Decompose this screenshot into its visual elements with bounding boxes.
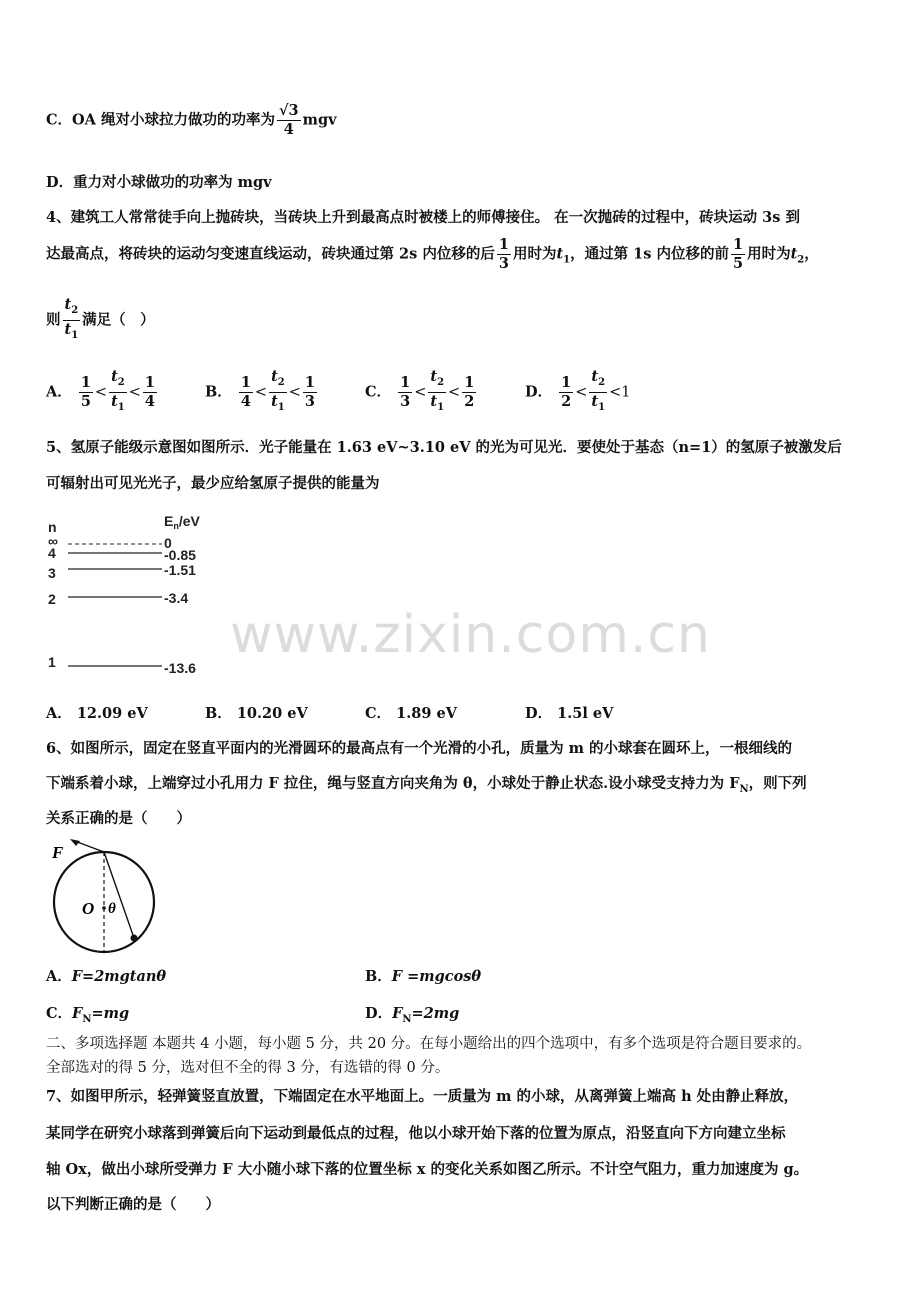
- text: ，则下列: [748, 775, 807, 792]
- q4-line2: 达最高点，将砖块的运动匀变速直线运动，砖块通过第 2s 内位移的后 $\frac{1}{3}$ 用时为$t_1$，通过第 1s 内位移的前 $\frac{1}{5}$ 用时为$t_2$，: [46, 236, 819, 272]
- value: 1: [621, 384, 631, 401]
- level-n-2: 2: [48, 591, 56, 607]
- option-label: B．: [205, 383, 232, 401]
- arrowhead: [70, 839, 80, 846]
- option-label: A．: [46, 705, 72, 722]
- option-label: C．: [46, 1005, 73, 1022]
- q4-option-d: D． $\frac{1}{2}$ < $\frac{t_2}{t_1}$ <1: [525, 368, 631, 413]
- level-e-2: -3.4: [164, 590, 189, 606]
- q6-line2: 下端系着小球，上端穿过小孔用力 F 拉住，绳与竖直方向夹角为 θ，小球处于静止状态.设小球受支持力为 $F_N$，则下列: [46, 775, 807, 795]
- num: 1: [400, 373, 411, 391]
- label-F: F: [52, 843, 64, 862]
- option-text: =mg: [91, 1005, 130, 1022]
- q4-option-a: A． $\frac{1}{5}$ < $\frac{t_2}{t_1}$ < $\frac{1}{4}$: [46, 368, 155, 413]
- option-label: D．: [525, 705, 553, 722]
- text: 满足（ ）: [82, 311, 155, 329]
- q7-line3: 轴 Ox，做出小球所受弹力 F 大小随小球下落的位置坐标 x 的变化关系如图乙所示。不计空气阻力，重力加速度为 g。: [46, 1161, 809, 1178]
- section2-line1: 二、多项选择题 本题共 4 小题，每小题 5 分，共 20 分。在每小题给出的四个选项中，有多个选项是符合题目要求的。: [46, 1036, 812, 1052]
- text: 达最高点，将砖块的运动匀变速直线运动，砖块通过第 2s 内位移的后: [46, 245, 495, 263]
- center-dot: [102, 906, 106, 910]
- text: 则: [46, 311, 61, 329]
- fraction-numerator: 1: [732, 236, 744, 253]
- q5-option-b: [205, 702, 308, 723]
- q5-option-c: [365, 702, 457, 723]
- level-e-4: -0.85: [164, 547, 196, 563]
- level-n-4: 4: [48, 545, 56, 561]
- option-text: 重力对小球做功的功率为 mgv: [73, 174, 272, 191]
- label-theta: θ: [108, 901, 116, 917]
- q3-option-c: [46, 102, 337, 139]
- fraction-numerator: √3: [278, 102, 299, 119]
- fraction: [277, 102, 301, 139]
- level-e-inf: 0: [164, 535, 172, 551]
- option-text: OA 绳对小球拉力做功的功率为: [72, 111, 275, 129]
- option-label: C．: [46, 111, 73, 129]
- q6-line3: 关系正确的是（ ）: [46, 810, 191, 827]
- option-text-tail: mgv: [302, 111, 337, 129]
- q7-line4: 以下判断正确的是（ ）: [46, 1196, 220, 1213]
- q3-option-d: [46, 171, 272, 192]
- fraction-denominator: 4: [283, 121, 294, 138]
- q4-line3: [46, 296, 155, 345]
- text: 下端系着小球，上端穿过小孔用力 F 拉住，绳与竖直方向夹角为 θ，小球处于静止状态.设小球受支持力为 F: [46, 775, 740, 792]
- den: 3: [304, 392, 315, 410]
- den: 5: [80, 392, 91, 410]
- string-line: [104, 852, 134, 938]
- option-label: D．: [525, 383, 553, 401]
- level-e-3: -1.51: [164, 562, 196, 578]
- num: 1: [240, 373, 251, 391]
- level-n-1: 1: [48, 654, 56, 670]
- fraction: [731, 236, 745, 273]
- q7-line1: 7、如图甲所示，轻弹簧竖直放置，下端固定在水平地面上。一质量为 m 的小球，从离弹簧上端高 h 处由静止释放，: [46, 1088, 799, 1105]
- q5-line1: 5、氢原子能级示意图如图所示．光子能量在 1.63 eV~3.10 eV 的光为可见光．要使处于基态（n=1）的氢原子被激发后: [46, 439, 842, 456]
- num: 1: [561, 373, 572, 391]
- q4-option-c: C． $\frac{1}{3}$ < $\frac{t_2}{t_1}$ < $\frac{1}{2}$: [365, 368, 475, 413]
- var-t: t: [64, 296, 72, 313]
- option-text: 1.89 eV: [396, 705, 457, 722]
- option-text: 12.09 eV: [76, 705, 148, 722]
- option-label: A．: [46, 968, 72, 985]
- den: 2: [464, 392, 475, 410]
- fraction: [497, 236, 511, 273]
- fraction-denominator: 5: [732, 255, 744, 272]
- var-t: t: [64, 320, 72, 338]
- q5-line2: 可辐射出可见光光子，最少应给氢原子提供的能量为: [46, 475, 380, 492]
- text: 用时为: [512, 245, 557, 263]
- num: 1: [80, 373, 91, 391]
- num: 1: [304, 373, 315, 391]
- den: 3: [400, 392, 411, 410]
- den: 4: [240, 392, 251, 410]
- q7-line2: 某同学在研究小球落到弹簧后向下运动到最低点的过程，他以小球开始下落的位置为原点，沿竖直向下方向建立坐标: [46, 1125, 786, 1142]
- q6-option-d: D．$F_N=2mg$: [365, 1005, 460, 1025]
- text: ，通过第 1s 内位移的前: [570, 245, 729, 263]
- q6-line1: 6、如图所示，固定在竖直平面内的光滑圆环的最高点有一个光滑的小孔，质量为 m 的小球套在圆环上，一根细线的: [46, 740, 793, 757]
- watermark: www.zixin.com.cn: [230, 605, 711, 665]
- fraction-denominator: 3: [498, 255, 509, 272]
- e-axis-label: $E_n/eV$: [164, 513, 200, 531]
- q5-option-d: [525, 702, 613, 723]
- q6-option-a: [46, 965, 166, 986]
- option-text: F: [392, 1005, 403, 1022]
- option-label: C．: [365, 383, 392, 401]
- option-text: 10.20 eV: [236, 705, 308, 722]
- option-label: A．: [46, 383, 72, 401]
- q5-option-a: [46, 702, 148, 723]
- ball: [131, 935, 138, 942]
- option-text: =2mg: [411, 1005, 460, 1022]
- option-label: B．: [205, 705, 232, 722]
- option-text: 1.5l eV: [557, 705, 614, 722]
- option-label: B．: [365, 968, 392, 985]
- level-e-1: -13.6: [164, 660, 196, 676]
- var-t: t: [556, 245, 564, 263]
- label-O: O: [82, 899, 95, 918]
- q6-option-b: [365, 965, 481, 986]
- den: 2: [561, 392, 572, 410]
- level-n-inf: ∞: [48, 533, 58, 549]
- option-text: F: [72, 1005, 83, 1022]
- section2-line2: 全部选对的得 5 分，选对但不全的得 3 分，有选错的得 0 分。: [46, 1060, 450, 1076]
- option-label: D．: [365, 1005, 393, 1022]
- fraction-numerator: 1: [498, 236, 509, 253]
- n-axis-label: n: [48, 519, 57, 535]
- q4-option-b: B． $\frac{1}{4}$ < $\frac{t_2}{t_1}$ < $\frac{1}{3}$: [205, 368, 315, 413]
- den: 4: [144, 392, 155, 410]
- option-label: D．: [46, 174, 74, 191]
- q6-option-c: C．$F_N=mg$: [46, 1005, 130, 1025]
- text: 用时为: [747, 245, 791, 263]
- var-t: t: [790, 245, 798, 263]
- option-text: F=2mgtanθ: [71, 968, 167, 985]
- circle-ring-figure: [48, 838, 168, 958]
- num: 1: [144, 373, 155, 391]
- q4-line1: 4、建筑工人常常徒手向上抛砖块，当砖块上升到最高点时被楼上的师傅接住。 在一次抛砖的过程中，砖块运动 3s 到: [46, 209, 800, 226]
- option-label: C．: [365, 705, 392, 722]
- level-n-3: 3: [48, 565, 56, 581]
- ratio-fraction: $\frac{t_2}{t_1}$: [64, 296, 79, 341]
- num: 1: [464, 373, 475, 391]
- option-text: F =mgcosθ: [391, 968, 482, 985]
- energy-level-diagram: [44, 508, 244, 688]
